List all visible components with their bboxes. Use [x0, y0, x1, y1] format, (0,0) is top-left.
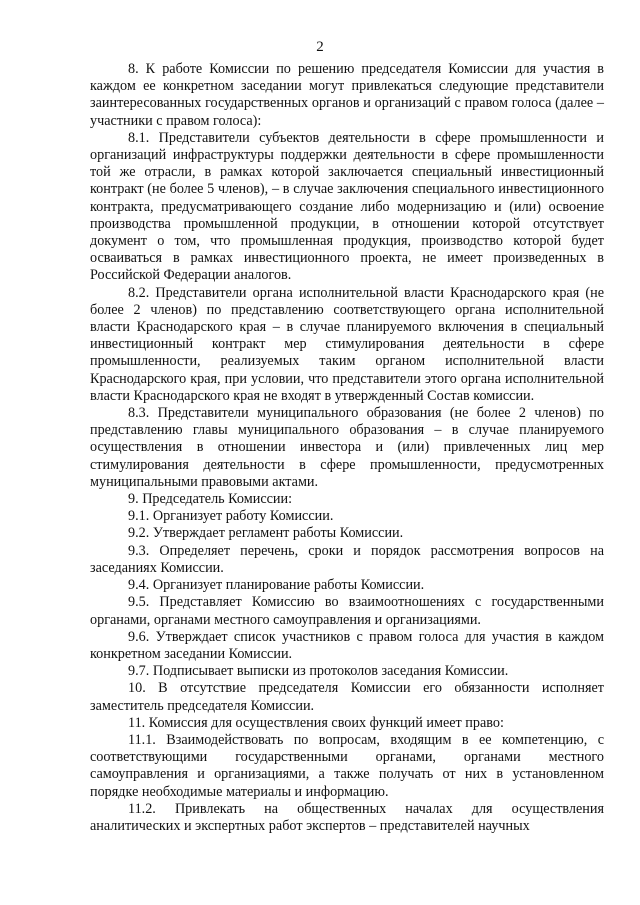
paragraph-10: 10. В отсутствие председателя Комиссии его обязанности исполняет заместитель председателя Комиссии. [90, 680, 604, 714]
paragraph-9-5: 9.5. Представляет Комиссию во взаимоотношениях с государственными органами, органами местного самоуправления и организациями. [90, 594, 604, 628]
paragraph-9: 9. Председатель Комиссии: [128, 491, 293, 508]
paragraph-9-2: 9.2. Утверждает регламент работы Комиссии. [128, 525, 404, 542]
paragraph-9-6: 9.6. Утверждает список участников с правом голоса для участия в каждом конкретном заседании Комиссии. [90, 628, 604, 662]
paragraph-9-1: 9.1. Организует работу Комиссии. [128, 508, 334, 525]
paragraph-9-4: 9.4. Организует планирование работы Комиссии. [128, 577, 425, 594]
page-number: 2 [316, 39, 324, 55]
paragraph-9-7: 9.7. Подписывает выписки из протоколов заседания Комиссии. [128, 663, 509, 680]
paragraph-11-1: 11.1. Взаимодействовать по вопросам, входящим в ее компетенцию, с соответствующими государственными органами, органами местного самоуправления и организациями, а также получать от них в установленном порядке необходимые материалы и информацию. [90, 731, 604, 800]
paragraph-8-3: 8.3. Представители муниципального образования (не более 2 членов) по представлению главы муниципального образования – в случае планируемого осуществления в отношении инвестора и (или) привлеченных лиц мер стимулирования деятельности в сфере промышленности, предусмотренных муниципальными правовыми актами. [90, 405, 604, 490]
paragraph-11-2: 11.2. Привлекать на общественных началах для осуществления аналитических и экспертных работ экспертов – представителей научных [90, 800, 604, 834]
paragraph-8: 8. К работе Комиссии по решению председателя Комиссии для участия в каждом ее конкретном заседании могут привлекаться следующие представители заинтересованных государственных органов и организаций с правом голоса (далее – участники с правом голоса): [90, 61, 604, 129]
paragraph-11: 11. Комиссия для осуществления своих функций имеет право: [128, 714, 504, 731]
paragraph-9-3: 9.3. Определяет перечень, сроки и порядок рассмотрения вопросов на заседаниях Комиссии. [90, 542, 604, 576]
paragraph-8-2: 8.2. Представители органа исполнительной власти Краснодарского края (не более 2 членов) по представлению соответствующего органа исполнительной власти Краснодарского края – в случае планируемого включения в специальный инвестиционный контракт мер стимулирования деятельности в сфере промышленности, реализуемых таким органом исполнительной власти Краснодарского края, при условии, что представители этого органа исполнительной власти Краснодарского края не входят в утвержденный Состав комиссии. [90, 284, 604, 404]
document-body [90, 61, 604, 835]
paragraph-8-1: 8.1. Представители субъектов деятельности в сфере промышленности и организаций инфраструктуры поддержки деятельности в сфере промышленности той же отрасли, в рамках которой заключается специальный инвестиционный контракт (не более 5 членов), – в случае заключения специального инвестиционного контракта, предусматривающего создание либо модернизацию и (или) освоение производства промышленной продукции, в отношении которой отсутствует документ о том, что промышленная продукция, производство которой будет осваиваться в рамках инвестиционного проекта, не имеет произведенных в Российской Федерации аналогов. [90, 129, 604, 284]
